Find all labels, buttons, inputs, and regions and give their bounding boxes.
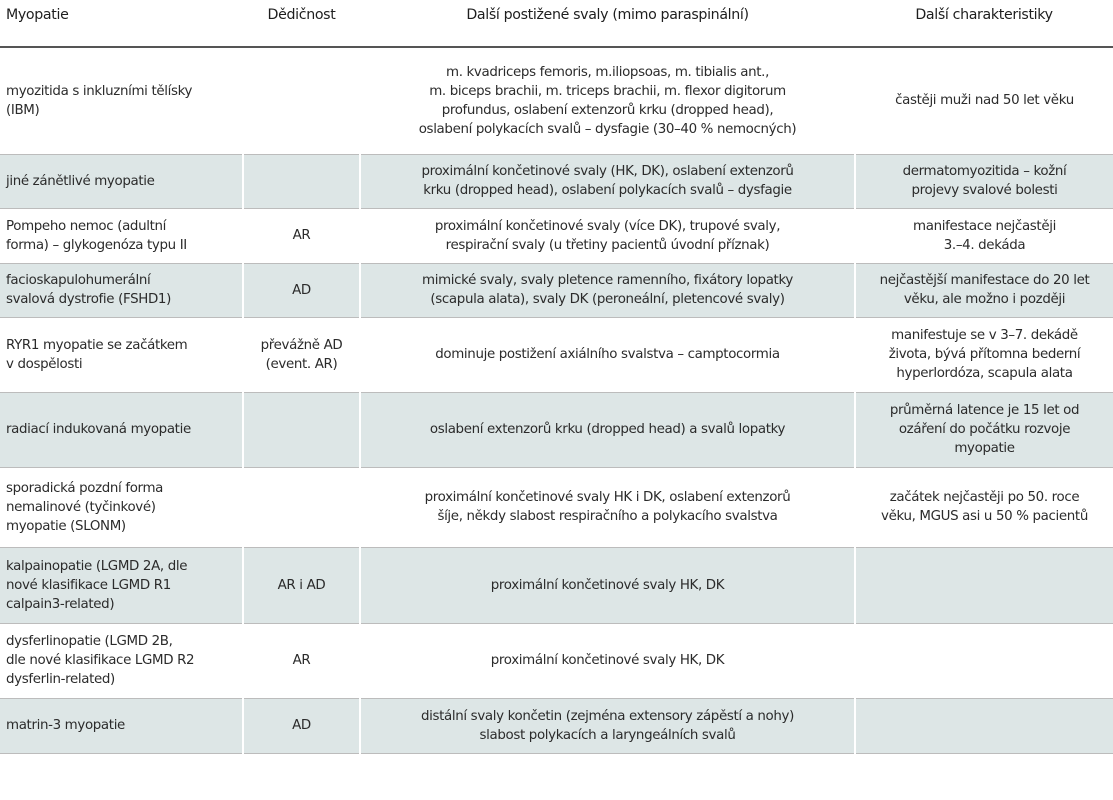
cell-line: myopatie (SLONM) (6, 518, 126, 534)
cell-myopatie (0, 467, 243, 547)
cell-postizene-svaly (360, 623, 855, 698)
cell-line: myozitida s inkluzními tělísky (6, 83, 193, 99)
cell-line: myopatie (954, 441, 1015, 456)
table-row (0, 547, 1113, 623)
cell-postizene-svaly (360, 698, 855, 753)
cell-line: krku (dropped head), oslabení polykacích svalů – dysfagie (423, 183, 792, 198)
table-row (0, 317, 1113, 392)
cell-line: nemalinové (tyčinkové) (6, 499, 156, 515)
cell-line: respirační svaly (u třetiny pacientů úvodní příznak) (445, 237, 770, 253)
cell-line: v dospělosti (6, 356, 83, 372)
cell-charakteristiky (855, 47, 1113, 154)
cell-myopatie (0, 317, 243, 392)
cell-dedicnost (243, 154, 360, 208)
cell-myopatie (0, 208, 243, 263)
cell-charakteristiky (855, 698, 1113, 753)
table-header-row (0, 0, 1113, 47)
table-row (0, 154, 1113, 208)
cell-line: calpain3-related) (6, 596, 115, 612)
cell-line: (event. AR) (265, 356, 338, 372)
cell-line: nové klasifikace LGMD R1 (6, 577, 171, 593)
cell-postizene-svaly (360, 154, 855, 208)
cell-line: profundus, oslabení extenzorů krku (dropped head), (441, 102, 774, 118)
cell-line: AR (292, 228, 311, 243)
table-row (0, 467, 1113, 547)
cell-line: mimické svaly, svaly pletence ramenního, fixátory lopatky (422, 273, 793, 288)
cell-postizene-svaly (360, 47, 855, 154)
table-row (0, 263, 1113, 317)
cell-dedicnost (243, 623, 360, 698)
table-row (0, 208, 1113, 263)
cell-line: forma) – glykogenóza typu II (6, 237, 187, 253)
cell-charakteristiky (855, 392, 1113, 467)
cell-line: věku, ale možno i později (903, 292, 1066, 307)
cell-line: proximální končetinové svaly (HK, DK), oslabení extenzorů (421, 164, 794, 179)
cell-line: Pompeho nemoc (adultní (6, 218, 166, 234)
cell-dedicnost (243, 263, 360, 317)
cell-myopatie (0, 154, 243, 208)
cell-myopatie (0, 263, 243, 317)
cell-line: ozáření do počátku rozvoje (898, 422, 1071, 437)
cell-line: AR (292, 653, 311, 668)
cell-line: dominuje postižení axiálního svalstva – camptocormia (435, 347, 780, 362)
cell-line: průměrná latence je 15 let od (889, 403, 1080, 418)
header-dalsi-svaly: Další postižené svaly (mimo paraspinální) (360, 0, 855, 47)
cell-line: dermatomyozitida – kožní (902, 164, 1067, 179)
cell-line: dysferlinopatie (LGMD 2B, (6, 634, 173, 649)
cell-line: svalová dystrofie (FSHD1) (6, 292, 171, 307)
cell-line: věku, MGUS asi u 50 % pacientů (881, 509, 1088, 524)
cell-line: proximální končetinové svaly (více DK), trupové svaly, (434, 218, 781, 234)
cell-myopatie (0, 698, 243, 753)
cell-line: facioskapulohumerální (6, 273, 151, 288)
cell-line: m. biceps brachii, m. triceps brachii, m. flexor digitorum (429, 83, 786, 99)
cell-postizene-svaly (360, 317, 855, 392)
cell-postizene-svaly (360, 208, 855, 263)
cell-line: nejčastější manifestace do 20 let (879, 273, 1090, 288)
cell-myopatie (0, 623, 243, 698)
cell-dedicnost (243, 208, 360, 263)
cell-dedicnost (243, 547, 360, 623)
cell-myopatie (0, 47, 243, 154)
cell-charakteristiky (855, 317, 1113, 392)
cell-line: m. kvadriceps femoris, m.iliopsoas, m. tibialis ant., (446, 64, 769, 80)
header-charakteristiky: Další charakteristiky (855, 0, 1113, 47)
header-myopatie: Myopatie (0, 0, 243, 47)
cell-line: AD (292, 718, 311, 733)
cell-line: proximální končetinové svaly HK i DK, oslabení extenzorů (424, 490, 791, 505)
cell-line: šíje, někdy slabost respiračního a polykacího svalstva (437, 509, 778, 524)
cell-line: dysferlin-related) (6, 672, 115, 687)
table-row (0, 623, 1113, 698)
cell-line: AR i AD (277, 577, 326, 593)
cell-line: častěji muži nad 50 let věku (895, 93, 1074, 109)
cell-dedicnost (243, 47, 360, 154)
cell-dedicnost (243, 392, 360, 467)
table-row (0, 698, 1113, 753)
cell-charakteristiky (855, 208, 1113, 263)
cell-postizene-svaly (360, 547, 855, 623)
cell-postizene-svaly (360, 467, 855, 547)
cell-line: radiací indukovaná myopatie (6, 422, 191, 437)
cell-line: života, bývá přítomna bederní (888, 347, 1081, 362)
cell-charakteristiky (855, 263, 1113, 317)
cell-line: distální svaly končetin (zejména extensory zápěstí a nohy) (421, 708, 794, 724)
cell-charakteristiky (855, 623, 1113, 698)
cell-line: manifestace nejčastěji (913, 218, 1056, 234)
cell-charakteristiky (855, 154, 1113, 208)
cell-line: AD (292, 282, 311, 298)
cell-myopatie (0, 392, 243, 467)
cell-line: hyperlordóza, scapula alata (896, 366, 1073, 381)
table-row (0, 47, 1113, 154)
cell-line: sporadická pozdní forma (6, 480, 164, 496)
cell-line: slabost polykacích a laryngeálních svalů (479, 727, 736, 743)
cell-line: začátek nejčastěji po 50. roce (889, 490, 1080, 505)
cell-charakteristiky (855, 467, 1113, 547)
cell-line: 3.–4. dekáda (943, 237, 1026, 253)
cell-line: proximální končetinové svaly HK, DK (490, 653, 725, 668)
cell-line: projevy svalové bolesti (911, 183, 1058, 198)
cell-line: oslabení extenzorů krku (dropped head) a svalů lopatky (429, 422, 786, 437)
cell-line: převážně AD (260, 337, 343, 353)
header-dedicnost: Dědičnost (243, 0, 360, 47)
cell-line: dle nové klasifikace LGMD R2 (6, 653, 195, 668)
cell-line: jiné zánětlivé myopatie (6, 173, 155, 189)
cell-line: proximální končetinové svaly HK, DK (490, 577, 725, 593)
cell-dedicnost (243, 698, 360, 753)
cell-line: (scapula alata), svaly DK (peroneální, pletencové svaly) (430, 292, 785, 307)
cell-line: manifestuje se v 3–7. dekádě (891, 328, 1078, 343)
cell-charakteristiky (855, 547, 1113, 623)
cell-myopatie (0, 547, 243, 623)
cell-line: matrin-3 myopatie (6, 718, 125, 733)
cell-postizene-svaly (360, 263, 855, 317)
cell-dedicnost (243, 317, 360, 392)
cell-line: RYR1 myopatie se začátkem (6, 337, 188, 353)
table-body (0, 47, 1113, 753)
cell-line: (IBM) (6, 102, 40, 118)
table-row (0, 392, 1113, 467)
cell-line: oslabení polykacích svalů – dysfagie (30–40 % nemocných) (418, 121, 797, 137)
cell-postizene-svaly (360, 392, 855, 467)
cell-dedicnost (243, 467, 360, 547)
cell-line: kalpainopatie (LGMD 2A, dle (6, 558, 188, 574)
